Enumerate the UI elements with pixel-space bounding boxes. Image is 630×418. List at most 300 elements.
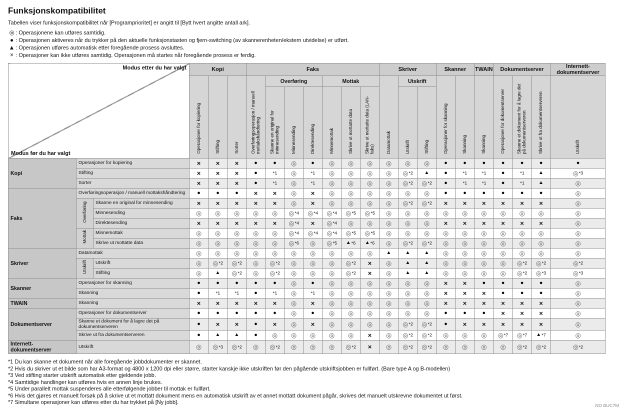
compat-cell: ×: [360, 340, 379, 354]
compat-cell: *1: [227, 288, 246, 298]
compat-cell: ◎: [265, 238, 284, 248]
compat-cell: ◎: [360, 188, 379, 198]
compat-cell: ◎: [265, 228, 284, 238]
compat-cell: ×: [360, 330, 379, 340]
compat-cell: ◎: [550, 218, 605, 228]
compat-cell: ×: [227, 318, 246, 330]
compat-cell: ×: [474, 318, 493, 330]
legend-symbol-automatic: ▲: [8, 44, 15, 51]
compat-cell: ▲: [417, 258, 436, 268]
row-header: Utskrift: [76, 340, 189, 354]
compat-cell: ◎*5: [341, 208, 360, 218]
compat-cell: ×: [531, 298, 550, 308]
compat-cell: ×: [227, 168, 246, 178]
compat-cell: ◎: [227, 208, 246, 218]
row-header: Minnesending: [93, 208, 189, 218]
legend: [8, 29, 622, 59]
legend-symbol-impossible: ×: [9, 51, 14, 59]
compat-cell: ●: [246, 330, 265, 340]
compat-cell: ●: [189, 308, 208, 318]
row-header: Sorter: [76, 178, 189, 188]
compat-cell: ×: [436, 198, 455, 208]
compat-cell: ×: [531, 218, 550, 228]
compat-cell: ◎: [550, 330, 605, 340]
compat-cell: ●: [189, 278, 208, 288]
compat-cell: ●: [512, 278, 531, 288]
compat-cell: ●: [512, 288, 531, 298]
compat-cell: ◎*2: [550, 340, 605, 354]
compat-cell: ◎*6: [284, 238, 303, 248]
compat-cell: ◎: [550, 178, 605, 188]
compat-cell: ●: [189, 288, 208, 298]
compat-cell: ▲: [417, 268, 436, 278]
footnote: *3 Ved stifting starter utskrift automatisk etter gjeldende jobb.: [8, 372, 156, 379]
compat-cell: ◎: [436, 208, 455, 218]
compat-cell: ×: [208, 318, 227, 330]
compat-cell: ×: [436, 298, 455, 308]
compat-cell: ×: [455, 318, 474, 330]
compat-cell: ×: [512, 318, 531, 330]
compat-cell: ◎: [398, 208, 417, 218]
compat-cell: ●: [531, 188, 550, 198]
compat-cell: ●: [246, 168, 265, 178]
row-header: Skanne en original for minnesending: [93, 198, 189, 208]
compat-cell: ●: [455, 308, 474, 318]
compat-cell: ◎: [284, 168, 303, 178]
col-group-header: TWAIN: [474, 63, 493, 76]
compat-cell: ◎: [341, 288, 360, 298]
compat-cell: ●: [246, 278, 265, 288]
compat-cell: ×: [265, 218, 284, 228]
compat-cell: ◎: [455, 268, 474, 278]
compat-cell: ◎*3: [550, 168, 605, 178]
compat-cell: ●: [493, 278, 512, 288]
row-header: Skrive ut mottatte data: [93, 238, 189, 248]
compat-cell: ●: [550, 158, 605, 168]
compat-cell: ◎: [360, 168, 379, 178]
compat-cell: ◎: [474, 228, 493, 238]
compat-cell: ◎: [379, 208, 398, 218]
compat-cell: ◎: [208, 248, 227, 258]
compat-cell: ◎: [398, 158, 417, 168]
row-header: Operasjoner for skanning: [76, 278, 189, 288]
compat-cell: ◎*2: [227, 258, 246, 268]
compat-cell: ●: [531, 158, 550, 168]
compat-cell: ◎: [550, 248, 605, 258]
compat-cell: ●: [512, 158, 531, 168]
compat-cell: ◎*2: [512, 340, 531, 354]
compat-cell: ◎: [341, 178, 360, 188]
compat-cell: ×: [189, 178, 208, 188]
compat-cell: ◎: [322, 278, 341, 288]
compat-cell: ◎: [550, 238, 605, 248]
compat-cell: ◎: [474, 238, 493, 248]
compat-cell: ◎: [493, 238, 512, 248]
compat-cell: ●: [265, 278, 284, 288]
compat-cell: ◎: [379, 178, 398, 188]
compat-cell: ▲: [208, 268, 227, 278]
legend-text: : Operasjoner kan ikke utføres samtidig. Operasjonen må startes når foregående prosess er ferdig.: [16, 52, 256, 59]
compat-cell: ×: [493, 198, 512, 208]
compat-cell: ●: [474, 278, 493, 288]
row-group-header: Faks: [8, 188, 76, 248]
col-group-header: Internett-dokumentserver: [550, 63, 605, 76]
compat-cell: ◎: [284, 278, 303, 288]
col-header: Stifting: [208, 76, 227, 159]
compat-cell: ◎*2: [398, 168, 417, 178]
compat-cell: ×: [436, 218, 455, 228]
col-group-header: Faks: [246, 63, 379, 76]
compat-cell: ●: [474, 188, 493, 198]
compat-cell: ◎: [341, 330, 360, 340]
row-subgroup-header: Overføring: [76, 198, 93, 228]
compat-cell: ◎: [227, 238, 246, 248]
compat-cell: ◎: [417, 208, 436, 218]
legend-item: [8, 37, 622, 45]
compat-cell: ◎: [550, 188, 605, 198]
compat-cell: ◎: [379, 268, 398, 278]
compat-cell: ×: [360, 268, 379, 278]
compat-cell: ●: [303, 308, 322, 318]
compat-cell: ◎: [493, 258, 512, 268]
corner-label-mode-after: Modus etter du har valgt: [122, 65, 187, 71]
compat-cell: ×: [455, 288, 474, 298]
compat-cell: ◎*2: [398, 238, 417, 248]
compat-cell: ●: [436, 158, 455, 168]
compat-cell: ●: [265, 308, 284, 318]
compat-cell: ◎: [436, 248, 455, 258]
compat-cell: ◎: [398, 218, 417, 228]
compat-cell: ×: [246, 198, 265, 208]
compat-cell: ◎: [531, 248, 550, 258]
compat-cell: ×: [189, 298, 208, 308]
legend-item: [8, 52, 622, 60]
compat-cell: ◎: [493, 340, 512, 354]
col-subgroup-header: Mottak: [322, 76, 379, 87]
compat-cell: ◎: [284, 298, 303, 308]
compat-cell: ×: [436, 288, 455, 298]
row-header: Stifting: [76, 168, 189, 178]
compat-cell: ◎: [455, 228, 474, 238]
compat-cell: ◎: [265, 248, 284, 258]
row-header: Stifting: [93, 268, 189, 278]
compat-cell: ◎: [189, 238, 208, 248]
compat-cell: ◎: [360, 288, 379, 298]
compat-cell: ◎*2: [265, 268, 284, 278]
compat-cell: ◎: [512, 238, 531, 248]
row-group-header: TWAIN: [8, 298, 76, 308]
compat-cell: ◎: [550, 298, 605, 308]
row-header: Operasjoner for kopiering: [76, 158, 189, 168]
compat-cell: *1: [265, 288, 284, 298]
compat-cell: ●: [531, 288, 550, 298]
compat-cell: ×: [208, 218, 227, 228]
compat-cell: ▲: [417, 248, 436, 258]
compat-cell: ◎*5: [322, 238, 341, 248]
col-subgroup-header: Overføring: [265, 76, 322, 87]
corner-label-mode-before: Modus før du har valgt: [11, 150, 71, 157]
row-subgroup-header: Mottak: [76, 228, 93, 248]
row-subgroup-header: Utskrift: [76, 258, 93, 278]
compat-cell: ×: [303, 188, 322, 198]
compat-cell: ◎: [360, 248, 379, 258]
compat-cell: ◎*2: [398, 178, 417, 188]
compat-cell: ×: [455, 218, 474, 228]
compat-cell: ▲: [398, 268, 417, 278]
compat-cell: ◎*4: [322, 218, 341, 228]
compat-cell: ▲: [531, 178, 550, 188]
compat-cell: ◎*5: [341, 228, 360, 238]
row-header: Skrive ut fra dokumentserveren: [76, 330, 189, 340]
compat-cell: ◎*2: [417, 178, 436, 188]
compat-cell: ●: [303, 278, 322, 288]
compat-cell: ◎*3: [531, 268, 550, 278]
compat-cell: *1: [303, 168, 322, 178]
compat-cell: ●: [493, 178, 512, 188]
row-header: Skanning: [76, 298, 189, 308]
compat-cell: ◎: [379, 278, 398, 288]
compat-cell: ×: [189, 158, 208, 168]
compat-cell: ◎*2: [531, 258, 550, 268]
compat-cell: ●: [189, 188, 208, 198]
compat-cell: ◎: [474, 248, 493, 258]
col-subgroup-header: Utskrift: [398, 76, 436, 87]
compat-cell: ◎: [227, 248, 246, 258]
compat-cell: ×: [303, 318, 322, 330]
compat-cell: ◎: [398, 228, 417, 238]
compat-cell: ◎: [493, 248, 512, 258]
col-group-header: Skriver: [379, 63, 436, 76]
compat-cell: ◎: [208, 208, 227, 218]
compat-cell: ◎*2: [550, 258, 605, 268]
compat-cell: ◎: [341, 298, 360, 308]
compat-cell: ◎: [455, 248, 474, 258]
compat-cell: ◎: [360, 308, 379, 318]
compat-cell: ◎: [341, 158, 360, 168]
compat-cell: ◎*2: [417, 340, 436, 354]
legend-item: [8, 29, 622, 37]
compat-cell: ●: [246, 318, 265, 330]
compat-cell: ◎: [436, 330, 455, 340]
compat-cell: ◎: [322, 288, 341, 298]
compat-cell: ◎: [379, 238, 398, 248]
compat-cell: ◎: [550, 318, 605, 330]
compat-cell: ●: [208, 308, 227, 318]
col-header: Skrive ut mottatte data (LAN-faks): [360, 87, 379, 158]
compat-cell: ◎: [379, 198, 398, 208]
compat-cell: *1: [474, 168, 493, 178]
compat-cell: ×: [531, 318, 550, 330]
compat-cell: ◎: [360, 298, 379, 308]
col-header: Datamottak: [379, 76, 398, 159]
compat-cell: ●: [246, 178, 265, 188]
compat-cell: ◎: [436, 340, 455, 354]
row-group-header: Internett-dokumentserver: [8, 340, 76, 354]
compat-cell: ◎: [322, 268, 341, 278]
compat-cell: ◎: [455, 238, 474, 248]
row-header: Skanning: [76, 288, 189, 298]
compat-cell: ●: [493, 158, 512, 168]
compat-cell: ◎: [303, 248, 322, 258]
compat-cell: ◎: [322, 258, 341, 268]
compat-cell: ◎: [246, 268, 265, 278]
compat-cell: *1: [512, 168, 531, 178]
compat-cell: ◎: [322, 308, 341, 318]
compat-cell: ◎: [474, 208, 493, 218]
compat-cell: ×: [474, 198, 493, 208]
compat-cell: ×: [493, 308, 512, 318]
compat-cell: ×: [455, 198, 474, 208]
compat-cell: ▲*6: [360, 238, 379, 248]
compat-cell: ◎: [455, 208, 474, 218]
compat-cell: ◎: [474, 340, 493, 354]
legend-symbol-simultaneous: ◎: [9, 29, 15, 36]
row-group-header: Skanner: [8, 278, 76, 298]
compat-cell: ◎*4: [322, 228, 341, 238]
compat-cell: ◎: [398, 278, 417, 288]
compat-cell: ▲*6: [341, 238, 360, 248]
compat-cell: ◎: [512, 208, 531, 218]
compat-cell: ◎*2: [265, 340, 284, 354]
compat-cell: ◎: [550, 198, 605, 208]
compat-cell: ◎*4: [284, 218, 303, 228]
footnote: *1 Du kan skanne et dokument når alle foregående jobbdokumenter er skannet.: [8, 359, 202, 365]
compat-cell: ●: [227, 278, 246, 288]
compat-cell: ●: [265, 158, 284, 168]
row-header: Utskrift: [93, 258, 189, 268]
compat-cell: ◎*3: [550, 268, 605, 278]
compat-cell: ◎: [322, 188, 341, 198]
compat-cell: ×: [246, 298, 265, 308]
compat-cell: ◎: [303, 330, 322, 340]
compat-cell: ◎*2: [398, 330, 417, 340]
compat-cell: ◎*4: [284, 228, 303, 238]
compat-cell: ◎: [379, 308, 398, 318]
compat-cell: ▲: [208, 330, 227, 340]
legend-text: : Operasjonen aktiveres når du trykker på den aktuelle funksjonstasten og fjern-switching (av skannerenheten/ekstern utvidelse) er utført.: [16, 37, 349, 44]
compat-cell: ◎: [265, 208, 284, 218]
compat-cell: ◎: [284, 318, 303, 330]
compat-cell: ◎: [417, 308, 436, 318]
compat-cell: ◎: [189, 258, 208, 268]
compat-cell: ◎: [284, 188, 303, 198]
col-header: Overføringsoperasjon / manuell mottakshåndtering: [246, 76, 265, 159]
compat-cell: ●: [227, 188, 246, 198]
compat-cell: *1: [303, 288, 322, 298]
compat-cell: *1: [474, 178, 493, 188]
compat-cell: ×: [227, 198, 246, 208]
compat-cell: ×: [208, 298, 227, 308]
compat-cell: ◎: [417, 218, 436, 228]
compat-cell: ◎: [531, 238, 550, 248]
compat-cell: ×: [512, 198, 531, 208]
row-header: Minnemottak: [93, 228, 189, 238]
compat-cell: ◎: [379, 318, 398, 330]
compat-cell: ◎*4: [284, 208, 303, 218]
compat-cell: ×: [436, 278, 455, 288]
row-header: Overføringsoperasjon / manuell mottakshåndtering: [76, 188, 189, 198]
compat-cell: ◎: [284, 340, 303, 354]
compat-cell: ◎*2: [227, 340, 246, 354]
compat-cell: ◎*4: [303, 208, 322, 218]
compat-cell: ●: [246, 158, 265, 168]
compat-cell: ×: [227, 178, 246, 188]
col-header: Skanning: [455, 76, 474, 159]
col-header: Utskrift: [550, 76, 605, 159]
compat-cell: ◎: [398, 188, 417, 198]
compat-cell: ×: [227, 218, 246, 228]
compat-cell: ◎: [341, 198, 360, 208]
compat-cell: ×: [474, 298, 493, 308]
compat-cell: ◎: [436, 258, 455, 268]
compat-cell: ◎: [341, 308, 360, 318]
compat-cell: ◎: [493, 268, 512, 278]
compat-cell: ×: [303, 218, 322, 228]
compat-cell: ×: [531, 308, 550, 318]
compat-cell: ▲: [398, 258, 417, 268]
compat-cell: ●: [436, 178, 455, 188]
compat-cell: ◎: [379, 218, 398, 228]
compat-cell: ◎: [208, 228, 227, 238]
row-group-header: Skriver: [8, 248, 76, 278]
compat-cell: ◎: [417, 188, 436, 198]
compat-cell: ×: [474, 288, 493, 298]
compat-cell: ◎: [246, 340, 265, 354]
compat-cell: ●: [208, 188, 227, 198]
compat-cell: *1: [455, 168, 474, 178]
compat-cell: ◎: [303, 268, 322, 278]
compat-cell: ◎: [417, 278, 436, 288]
compatibility-table: [8, 63, 606, 354]
legend-symbol-activated: ●: [9, 36, 14, 44]
compat-cell: ×: [246, 218, 265, 228]
compat-cell: ●: [455, 158, 474, 168]
compat-cell: ◎*3: [208, 340, 227, 354]
compat-cell: *1: [208, 288, 227, 298]
compat-cell: ▲: [398, 248, 417, 258]
compat-cell: ◎: [246, 238, 265, 248]
compat-cell: ◎: [322, 330, 341, 340]
matrix-corner-cell: [8, 63, 189, 158]
compat-cell: ◎: [246, 208, 265, 218]
compat-cell: ▲: [531, 168, 550, 178]
compat-cell: ●: [493, 188, 512, 198]
compat-cell: ×: [189, 218, 208, 228]
col-header: Minnesending: [284, 87, 303, 158]
compat-cell: ◎: [341, 188, 360, 198]
compat-cell: ◎: [284, 308, 303, 318]
compat-cell: ◎*5: [360, 228, 379, 238]
compat-cell: ●: [436, 308, 455, 318]
footnote: *5 Under parallelt mottak suspenderes alle etterfølgende jobber til mottak er fullført.: [8, 386, 211, 392]
compat-cell: ◎: [379, 228, 398, 238]
compat-cell: ◎: [341, 318, 360, 330]
compat-cell: ◎: [341, 248, 360, 258]
compat-cell: ◎: [493, 228, 512, 238]
compat-cell: ×: [265, 318, 284, 330]
compat-cell: ×: [227, 298, 246, 308]
compat-cell: ◎*7: [512, 330, 531, 340]
col-group-header: Dokumentserver: [493, 63, 550, 76]
compat-cell: ◎: [550, 288, 605, 298]
compat-cell: ◎: [227, 228, 246, 238]
compat-cell: ◎: [341, 168, 360, 178]
compat-cell: ◎: [512, 228, 531, 238]
compat-cell: ◎: [550, 278, 605, 288]
compat-cell: ◎: [303, 258, 322, 268]
compat-cell: ◎: [265, 330, 284, 340]
compat-cell: ◎: [322, 158, 341, 168]
